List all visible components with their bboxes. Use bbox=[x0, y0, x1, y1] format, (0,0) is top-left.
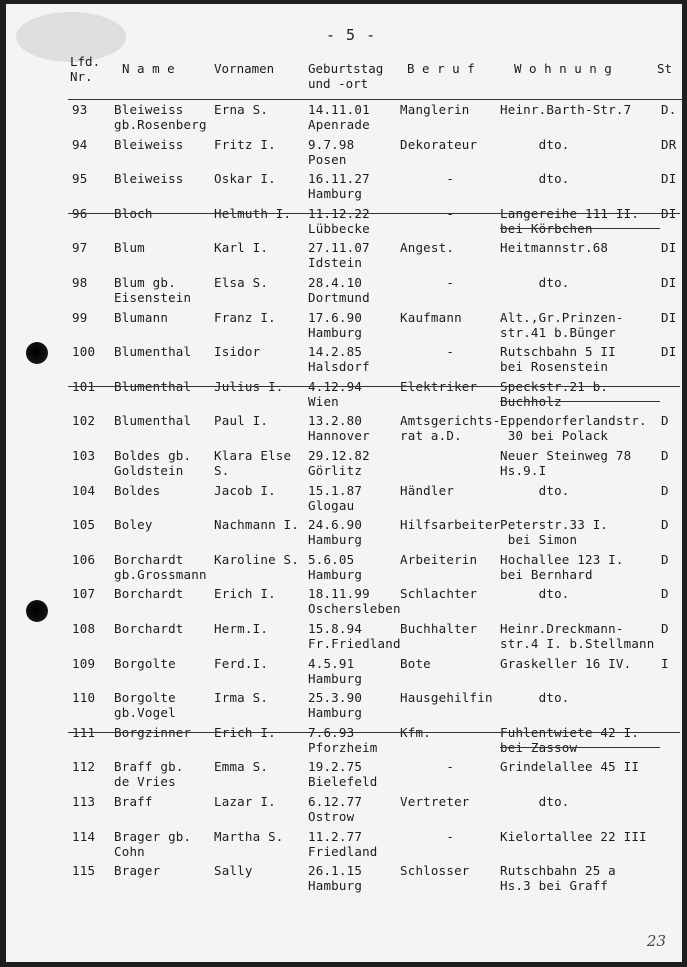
table-row bbox=[6, 102, 682, 136]
cell-geb: 18.11.99 bbox=[308, 586, 370, 602]
cell-geb2: Fr.Friedland bbox=[308, 636, 401, 651]
cell-vor: Karl I. bbox=[214, 240, 269, 256]
cell-woh: Heitmannstr.68 bbox=[500, 240, 609, 256]
cell-st: D bbox=[661, 413, 669, 429]
strikethrough-line bbox=[68, 386, 680, 387]
cell-woh2: 30 bei Polack bbox=[500, 428, 609, 444]
table-row bbox=[6, 137, 682, 171]
cell-nr: 112 bbox=[72, 759, 96, 775]
cell-geb: 11.12.22 bbox=[308, 205, 370, 221]
cell-woh2: str.41 b.Bünger bbox=[500, 324, 616, 340]
cell-geb2: Ostrow bbox=[308, 809, 355, 824]
cell-woh2: bei Rosenstein bbox=[500, 359, 609, 375]
cell-woh: Eppendorferlandstr. bbox=[500, 413, 647, 429]
cell-ber: - bbox=[400, 171, 455, 187]
cell-ber: Buchhalter bbox=[400, 621, 478, 636]
cell-geb: 27.11.07 bbox=[308, 240, 370, 256]
cell-ber: - bbox=[400, 828, 455, 844]
table-row bbox=[6, 552, 682, 586]
cell-woh: Peterstr.33 I. bbox=[500, 517, 609, 533]
cell-nr: 104 bbox=[72, 482, 96, 498]
cell-st: D bbox=[661, 482, 669, 498]
cell-nr: 107 bbox=[72, 586, 96, 602]
cell-geb: 5.6.05 bbox=[308, 551, 355, 567]
table-row bbox=[6, 759, 682, 793]
cell-ber: Arbeiterin bbox=[400, 551, 478, 567]
cell-ber: Kfm. bbox=[400, 724, 431, 740]
cell-nr: 94 bbox=[72, 136, 88, 152]
cell-vor: Karoline S. bbox=[214, 551, 299, 567]
header-st: St bbox=[657, 61, 673, 76]
cell-name: Boldes gb. bbox=[114, 448, 192, 463]
cell-geb: 7.6.93 bbox=[308, 724, 355, 740]
cell-ber: Schlachter bbox=[400, 586, 478, 602]
cell-nr: 96 bbox=[72, 205, 88, 221]
cell-name2: gb.Rosenberg bbox=[114, 117, 207, 132]
cell-nr: 97 bbox=[72, 240, 88, 256]
cell-st: DI bbox=[661, 344, 677, 360]
cell-geb2: Hamburg bbox=[308, 878, 363, 894]
cell-ber: Bote bbox=[400, 655, 431, 671]
cell-vor: Ferd.I. bbox=[214, 655, 269, 671]
strikethrough-line bbox=[500, 228, 660, 229]
cell-woh: Rutschbahn 5 II bbox=[500, 344, 616, 360]
cell-ber: Vertreter bbox=[400, 794, 470, 809]
cell-name: Blumenthal bbox=[114, 413, 192, 429]
cell-vor: Paul I. bbox=[214, 413, 269, 429]
table-row bbox=[6, 240, 682, 274]
cell-woh2: Hs.9.I bbox=[500, 463, 547, 478]
cell-woh2: Buchholz bbox=[500, 393, 562, 409]
cell-geb2: Dortmund bbox=[308, 290, 370, 305]
cell-geb: 15.8.94 bbox=[308, 621, 363, 636]
cell-vor: Klara Else bbox=[214, 448, 292, 463]
cell-name: Borgolte bbox=[114, 690, 176, 706]
cell-name: Braff bbox=[114, 794, 153, 809]
cell-vor: Oskar I. bbox=[214, 171, 276, 187]
cell-name: Borchardt bbox=[114, 586, 184, 602]
table-row bbox=[6, 794, 682, 828]
cell-geb2: Hannover bbox=[308, 428, 370, 444]
cell-st: D. bbox=[661, 102, 677, 117]
cell-vor: Jacob I. bbox=[214, 482, 276, 498]
cell-geb: 11.2.77 bbox=[308, 828, 363, 844]
cell-vor: Elsa S. bbox=[214, 275, 269, 290]
cell-name: Borchardt bbox=[114, 551, 184, 567]
table-row bbox=[6, 344, 682, 378]
cell-ber: Amtsgerichts- bbox=[400, 413, 501, 429]
cell-st: D bbox=[661, 621, 669, 636]
cell-st: DI bbox=[661, 309, 677, 325]
cell-name2: de Vries bbox=[114, 774, 176, 790]
cell-st: I bbox=[661, 655, 669, 671]
cell-nr: 111 bbox=[72, 724, 96, 740]
table-row bbox=[6, 656, 682, 690]
cell-name: Bloch bbox=[114, 205, 153, 221]
cell-geb2: Hamburg bbox=[308, 705, 363, 721]
cell-ber: Angest. bbox=[400, 240, 455, 256]
cell-nr: 99 bbox=[72, 309, 88, 325]
cell-geb: 16.11.27 bbox=[308, 171, 370, 187]
page-number: - 5 - bbox=[326, 26, 377, 44]
cell-woh2: Hs.3 bei Graff bbox=[500, 878, 609, 894]
cell-name2: Goldstein bbox=[114, 463, 184, 478]
table-row bbox=[6, 275, 682, 309]
cell-geb2: Hamburg bbox=[308, 566, 363, 582]
cell-name2: Eisenstein bbox=[114, 290, 192, 305]
cell-woh: dto. bbox=[500, 482, 570, 498]
header-geburt: Geburtstag und -ort bbox=[308, 61, 384, 91]
cell-woh2: bei Simon bbox=[500, 532, 578, 548]
cell-woh: Alt.,Gr.Prinzen- bbox=[500, 309, 624, 325]
cell-woh: dto. bbox=[500, 794, 570, 809]
cell-geb2: Idstein bbox=[308, 255, 363, 271]
cell-vor: Sally bbox=[214, 863, 253, 879]
table-row bbox=[6, 690, 682, 724]
cell-nr: 106 bbox=[72, 551, 96, 567]
cell-geb: 9.7.98 bbox=[308, 136, 355, 152]
cell-woh: Neuer Steinweg 78 bbox=[500, 448, 632, 463]
corner-note: 23 bbox=[646, 932, 666, 950]
table-row bbox=[6, 725, 682, 759]
cell-geb2: Hamburg bbox=[308, 670, 363, 686]
cell-nr: 100 bbox=[72, 344, 96, 360]
cell-woh: dto. bbox=[500, 690, 570, 706]
cell-geb2: Lübbecke bbox=[308, 220, 370, 236]
cell-nr: 93 bbox=[72, 102, 88, 117]
table-row bbox=[6, 413, 682, 447]
header-nr: Lfd. Nr. bbox=[70, 54, 101, 84]
cell-name: Borgolte bbox=[114, 655, 176, 671]
cell-nr: 108 bbox=[72, 621, 96, 636]
cell-ber: Manglerin bbox=[400, 102, 470, 117]
cell-woh: Fuhlentwiete 42 I. bbox=[500, 724, 640, 740]
cell-vor: Lazar I. bbox=[214, 794, 276, 809]
cell-geb2: Glogau bbox=[308, 497, 355, 513]
table-row bbox=[6, 171, 682, 205]
cell-ber: - bbox=[400, 275, 455, 290]
cell-ber: - bbox=[400, 759, 455, 775]
cell-ber: Hilfsarbeiter bbox=[400, 517, 501, 533]
cell-geb2: Bielefeld bbox=[308, 774, 378, 790]
cell-geb: 26.1.15 bbox=[308, 863, 363, 879]
cell-ber: Schlosser bbox=[400, 863, 470, 879]
cell-woh: Grindelallee 45 II bbox=[500, 759, 640, 775]
cell-ber2: rat a.D. bbox=[400, 428, 462, 444]
cell-nr: 110 bbox=[72, 690, 96, 706]
cell-vor: Nachmann I. bbox=[214, 517, 299, 533]
cell-name: Braff gb. bbox=[114, 759, 184, 775]
cell-vor: Erich I. bbox=[214, 724, 276, 740]
cell-nr: 115 bbox=[72, 863, 96, 879]
cell-st: DI bbox=[661, 240, 677, 256]
header-rule bbox=[68, 99, 682, 100]
cell-vor2: S. bbox=[214, 463, 230, 478]
header-vornamen: Vornamen bbox=[214, 61, 275, 76]
strikethrough-line bbox=[68, 732, 680, 733]
cell-name: Bleiweiss bbox=[114, 171, 184, 187]
cell-geb: 15.1.87 bbox=[308, 482, 363, 498]
cell-vor: Fritz I. bbox=[214, 136, 276, 152]
cell-ber: Kaufmann bbox=[400, 309, 462, 325]
cell-name: Borchardt bbox=[114, 621, 184, 636]
cell-geb: 28.4.10 bbox=[308, 275, 363, 290]
cell-name: Bleiweiss bbox=[114, 136, 184, 152]
cell-nr: 101 bbox=[72, 378, 96, 394]
cell-name: Borgzinner bbox=[114, 724, 192, 740]
cell-geb2: Friedland bbox=[308, 843, 378, 859]
cell-st: D bbox=[661, 586, 669, 602]
cell-geb2: Halsdorf bbox=[308, 359, 370, 375]
cell-geb: 19.2.75 bbox=[308, 759, 363, 775]
cell-woh: dto. bbox=[500, 275, 570, 290]
cell-st: DI bbox=[661, 275, 677, 290]
cell-name: Blum gb. bbox=[114, 275, 176, 290]
cell-geb: 6.12.77 bbox=[308, 794, 363, 809]
table-row bbox=[6, 206, 682, 240]
cell-nr: 114 bbox=[72, 828, 96, 844]
cell-geb2: Pforzheim bbox=[308, 739, 378, 755]
cell-st: D bbox=[661, 517, 669, 533]
cell-vor: Erich I. bbox=[214, 586, 276, 602]
table-row bbox=[6, 310, 682, 344]
table-row bbox=[6, 448, 682, 482]
table-row bbox=[6, 829, 682, 863]
cell-woh: dto. bbox=[500, 171, 570, 187]
cell-geb: 17.6.90 bbox=[308, 309, 363, 325]
cell-name: Brager bbox=[114, 863, 161, 879]
cell-woh: Hochallee 123 I. bbox=[500, 551, 624, 567]
table-row bbox=[6, 863, 682, 897]
cell-name2: Cohn bbox=[114, 843, 145, 859]
cell-vor: Julius I. bbox=[214, 378, 284, 394]
cell-geb2: Posen bbox=[308, 151, 347, 167]
cell-geb2: Oschersleben bbox=[308, 601, 401, 617]
cell-woh: Graskeller 16 IV. bbox=[500, 655, 632, 671]
cell-vor: Herm.I. bbox=[214, 621, 269, 636]
cell-st: DR bbox=[661, 136, 677, 152]
cell-name: Blumenthal bbox=[114, 378, 192, 394]
header-name: N a m e bbox=[122, 61, 175, 76]
cell-name: Bleiweiss bbox=[114, 102, 184, 117]
cell-geb: 25.3.90 bbox=[308, 690, 363, 706]
cell-ber: Elektriker bbox=[400, 378, 478, 394]
cell-nr: 103 bbox=[72, 448, 96, 463]
cell-nr: 113 bbox=[72, 794, 96, 809]
cell-vor: Irma S. bbox=[214, 690, 269, 706]
cell-st: D bbox=[661, 448, 669, 463]
cell-geb2: Hamburg bbox=[308, 324, 363, 340]
cell-geb2: Apenrade bbox=[308, 117, 370, 132]
cell-nr: 109 bbox=[72, 655, 96, 671]
cell-name2: gb.Vogel bbox=[114, 705, 176, 721]
cell-woh2: str.4 I. b.Stellmann bbox=[500, 636, 655, 651]
cell-st: D bbox=[661, 551, 669, 567]
cell-vor: Emma S. bbox=[214, 759, 269, 775]
cell-ber: Hausgehilfin bbox=[400, 690, 493, 706]
cell-geb: 29.12.82 bbox=[308, 448, 370, 463]
table-row bbox=[6, 586, 682, 620]
cell-woh2: bei Körbchen bbox=[500, 220, 593, 236]
document-page bbox=[6, 4, 682, 962]
cell-geb2: Wien bbox=[308, 393, 339, 409]
cell-name: Blumann bbox=[114, 309, 169, 325]
cell-name: Brager gb. bbox=[114, 828, 192, 844]
cell-st: DI bbox=[661, 205, 677, 221]
table-row bbox=[6, 483, 682, 517]
cell-woh: Rutschbahn 25 a bbox=[500, 863, 616, 879]
cell-vor: Erna S. bbox=[214, 102, 269, 117]
header-beruf: B e r u f bbox=[407, 61, 475, 76]
cell-geb: 14.11.01 bbox=[308, 102, 370, 117]
table-row bbox=[6, 379, 682, 413]
cell-geb: 4.5.91 bbox=[308, 655, 355, 671]
cell-geb2: Hamburg bbox=[308, 186, 363, 202]
cell-vor: Isidor bbox=[214, 344, 261, 360]
cell-geb2: Görlitz bbox=[308, 463, 363, 478]
cell-nr: 95 bbox=[72, 171, 88, 187]
header-wohnung: W o h n u n g bbox=[514, 61, 612, 76]
cell-woh: dto. bbox=[500, 586, 570, 602]
cell-name: Boley bbox=[114, 517, 153, 533]
cell-geb: 4.12.94 bbox=[308, 378, 363, 394]
cell-woh: Kielortallee 22 III bbox=[500, 828, 647, 844]
cell-ber: Dekorateur bbox=[400, 136, 478, 152]
cell-name: Blum bbox=[114, 240, 145, 256]
cell-name: Boldes bbox=[114, 482, 161, 498]
cell-geb: 13.2.80 bbox=[308, 413, 363, 429]
cell-vor: Martha S. bbox=[214, 828, 284, 844]
cell-name2: gb.Grossmann bbox=[114, 566, 207, 582]
cell-woh: Langereihe 111 II. bbox=[500, 205, 640, 221]
cell-nr: 105 bbox=[72, 517, 96, 533]
cell-st: DI bbox=[661, 171, 677, 187]
cell-ber: - bbox=[400, 205, 455, 221]
cell-vor: Helmuth I. bbox=[214, 205, 292, 221]
strikethrough-line bbox=[68, 213, 680, 214]
cell-vor: Franz I. bbox=[214, 309, 276, 325]
cell-woh: Heinr.Dreckmann- bbox=[500, 621, 624, 636]
strikethrough-line bbox=[500, 401, 660, 402]
cell-ber: Händler bbox=[400, 482, 455, 498]
cell-woh2: bei Bernhard bbox=[500, 566, 593, 582]
cell-name: Blumenthal bbox=[114, 344, 192, 360]
cell-woh: Heinr.Barth-Str.7 bbox=[500, 102, 632, 117]
cell-geb: 24.6.90 bbox=[308, 517, 363, 533]
table-row bbox=[6, 517, 682, 551]
strikethrough-line bbox=[500, 747, 660, 748]
table-row bbox=[6, 621, 682, 655]
cell-nr: 98 bbox=[72, 275, 88, 290]
cell-nr: 102 bbox=[72, 413, 96, 429]
cell-geb2: Hamburg bbox=[308, 532, 363, 548]
cell-geb: 14.2.85 bbox=[308, 344, 363, 360]
cell-woh2: bei Zassow bbox=[500, 739, 578, 755]
cell-woh: Speckstr.21 b. bbox=[500, 378, 609, 394]
cell-woh: dto. bbox=[500, 136, 570, 152]
cell-ber: - bbox=[400, 344, 455, 360]
